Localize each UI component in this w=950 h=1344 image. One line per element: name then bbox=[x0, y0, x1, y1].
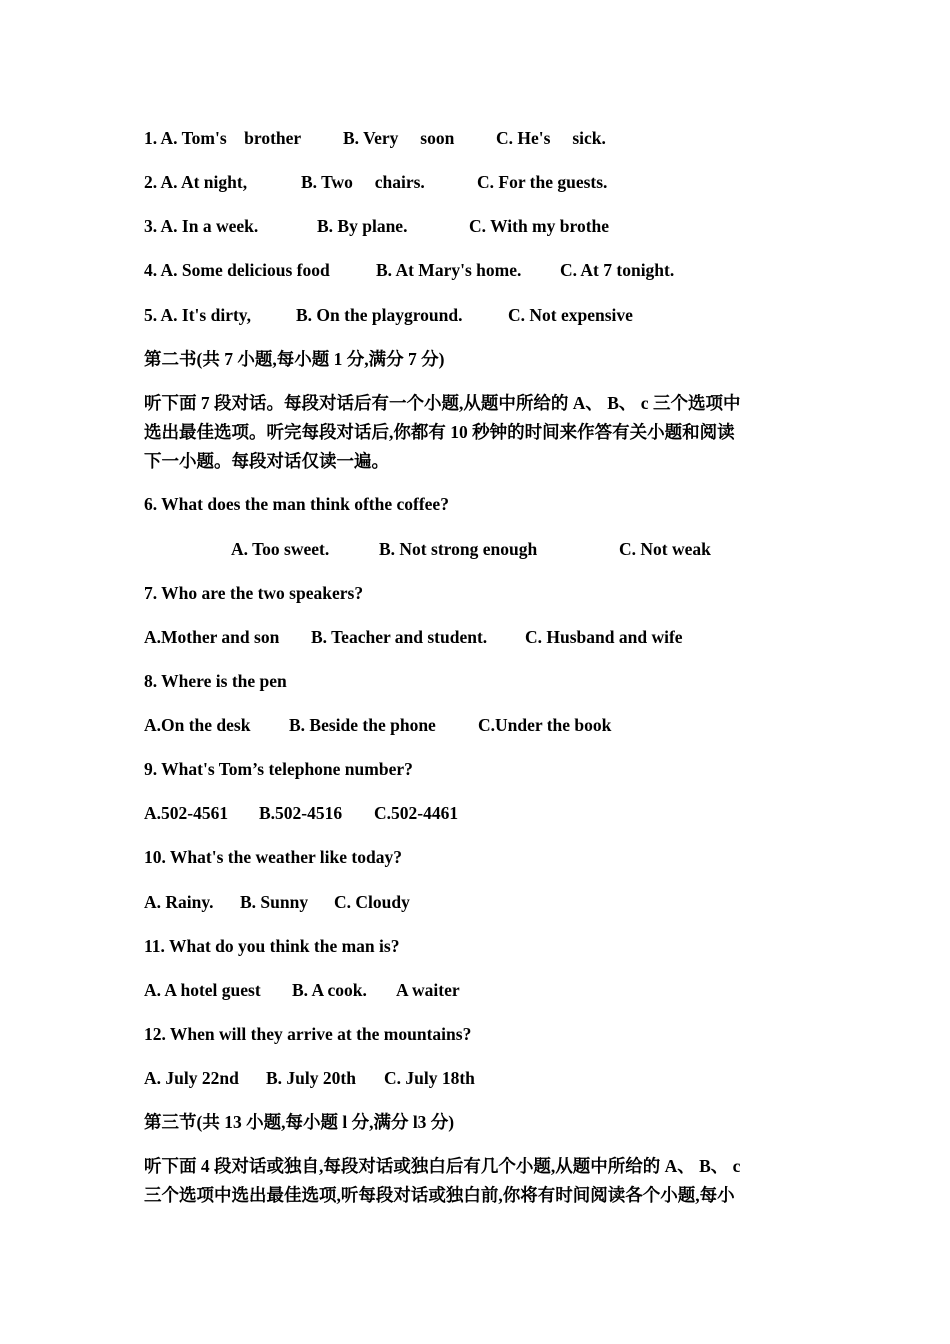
option-b: B. Beside the phone bbox=[289, 715, 436, 735]
option-a: A. Rainy. bbox=[144, 892, 214, 912]
option-a: A.Mother and son bbox=[144, 627, 280, 647]
option-b: B.502-4516 bbox=[259, 803, 343, 823]
option-c: C.Under the book bbox=[478, 715, 612, 735]
option-c: C. Cloudy bbox=[334, 892, 410, 912]
option-a: 4. A. Some delicious food bbox=[144, 260, 330, 280]
option-a: 1. A. Tom's brother bbox=[144, 128, 302, 148]
option-c: C. Not expensive bbox=[508, 305, 633, 325]
option-b: B. Teacher and student. bbox=[311, 627, 488, 647]
option-a: A.On the desk bbox=[144, 715, 251, 735]
option-a: 5. A. It's dirty, bbox=[144, 305, 251, 325]
option-c: C. With my brothe bbox=[469, 216, 610, 236]
option-c: C. For the guests. bbox=[477, 172, 608, 192]
option-b: B. Very soon bbox=[343, 128, 455, 148]
exam-page: 1. A. Tom's brother B. Very soon C. He's sick. 2. A. At night, B. Two chairs. C. For the guests. 3. A. In a week. B. By plane. C. With my brothe 4. A. Some delicious food B. At Mary's home. C. At 7 tonight. 5. A. It's dirty, B. On the playground. C. Not expensive 第二书(共 7 小题,每小题 1 分,满分 7 分) 听下面 7 段对话。每段对话后有一个小题,从题中所给的 A、 B、 c 三个选项中 选出最佳选项。听完每段对话后,你都有 10 秒钟的时间来作答有关小题和阅读 下一小题。每段对话仅读一遍。 6. What does the man think ofthe coffee? A. Too sweet. B. Not strong enough C. Not weak 7. Who are the two speakers? A.Mother and son B. Teacher and student. C. Husband and wife 8. Where is the pen A.On the desk B. Beside the phone C.Under the book 9. What's Tom’s telephone number? A.502-4561 B.502-4516 C.502-4461 10. What's the weather like today? A. Rainy. B. Sunny C. Cloudy 11. What do you think the man is? A. A hotel guest B. A cook. A waiter 12. When will they arrive at the mountains? A. July 22nd B. July 20th C. July 18th 第三节(共 13 小题,每小题 l 分,满分 l3 分) 听下面 4 段对话或独自,每段对话或独白后有几个小题,从题中所给的 A、 B、 c 三个选项中选出最佳选项,听每段对话或独白前,你将有时间阅读各个小题,每小 bbox=[0, 0, 950, 1344]
option-c: C. July 18th bbox=[384, 1068, 475, 1088]
option-b: B. On the playground. bbox=[296, 305, 463, 325]
option-a: 2. A. At night, bbox=[144, 172, 248, 192]
option-b: B. At Mary's home. bbox=[376, 260, 522, 280]
option-a: A. A hotel guest bbox=[144, 980, 261, 1000]
option-a: A.502-4561 bbox=[144, 803, 229, 823]
option-b: B. July 20th bbox=[266, 1068, 356, 1088]
option-a: A. Too sweet. bbox=[231, 539, 330, 559]
option-a: 3. A. In a week. bbox=[144, 216, 259, 236]
section-2-instructions bbox=[144, 389, 812, 476]
option-b: B. A cook. bbox=[292, 980, 367, 1000]
option-b: B. Sunny bbox=[240, 892, 309, 912]
instruction-line-1: 听下面 4 段对话或独自,每段对话或独白后有几个小题,从题中所给的 A、 B、 c bbox=[144, 1156, 741, 1176]
instruction-line-1: 听下面 7 段对话。每段对话后有一个小题,从题中所给的 A、 B、 c 三个选项中 bbox=[144, 393, 741, 413]
instruction-line-2: 选出最佳选项。听完每段对话后,你都有 10 秒钟的时间来作答有关小题和阅读 bbox=[144, 422, 735, 442]
option-c: C. Not weak bbox=[619, 539, 711, 559]
option-c: C. Husband and wife bbox=[525, 627, 683, 647]
option-a: A. July 22nd bbox=[144, 1068, 239, 1088]
option-b: B. Not strong enough bbox=[379, 539, 538, 559]
option-c: C. At 7 tonight. bbox=[560, 260, 675, 280]
instruction-line-2: 三个选项中选出最佳选项,听每段对话或独白前,你将有时间阅读各个小题,每小 bbox=[144, 1185, 735, 1205]
section-3-instructions bbox=[144, 1152, 812, 1210]
option-b: B. By plane. bbox=[317, 216, 408, 236]
option-c: C.502-4461 bbox=[374, 803, 459, 823]
instruction-line-3: 下一小题。每段对话仅读一遍。 bbox=[144, 451, 389, 471]
option-c: A waiter bbox=[396, 980, 460, 1000]
option-c: C. He's sick. bbox=[496, 128, 606, 148]
option-b: B. Two chairs. bbox=[301, 172, 425, 192]
